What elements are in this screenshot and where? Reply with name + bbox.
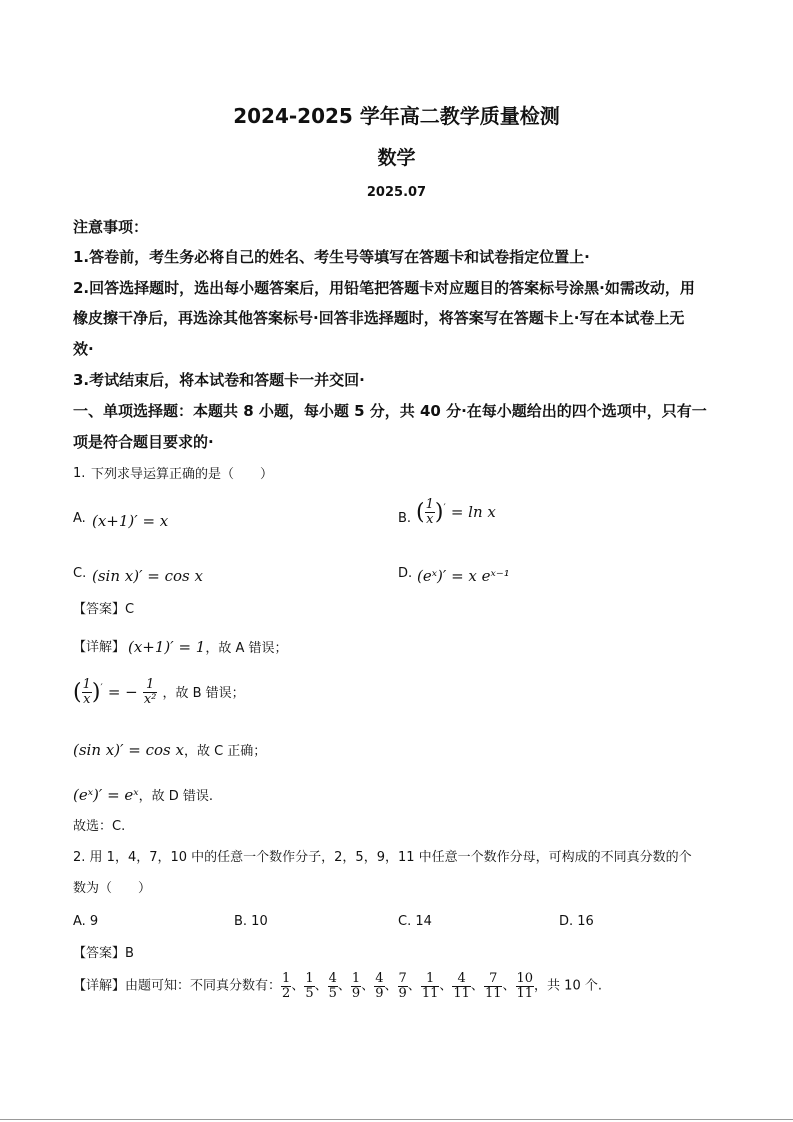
- q2-answer-label: 【答案】: [73, 946, 126, 961]
- q2-fraction: [304, 972, 314, 1001]
- page-bottom-rule: [0, 1119, 793, 1120]
- fraction-numerator: 4: [452, 972, 471, 987]
- fraction-numerator: 7: [484, 972, 503, 987]
- q1-detail-4-text: ，故 D 错误.: [138, 789, 214, 804]
- fraction-numerator: 7: [398, 971, 407, 986]
- q2-detail-text: 由题可知：不同真分数有：: [125, 978, 282, 994]
- q1-answer-label: 【答案】: [73, 602, 126, 617]
- q2-answer-value: B: [125, 946, 134, 961]
- exam-date: 2025.07: [366, 185, 427, 200]
- q1-detail-3-text: ，故 C 正确；: [183, 744, 267, 759]
- section1-line2: 项是符合题目要求的·: [73, 433, 214, 451]
- q1-option-b: ( $\frac{1}{x}$ )′ = ln x: [416, 497, 496, 527]
- fraction-numerator: 1: [351, 971, 361, 986]
- q2-answer: [73, 945, 134, 963]
- fraction-separator: 、: [361, 978, 375, 994]
- q1-option-b-label: B.: [398, 511, 412, 526]
- fraction-denominator: 11: [484, 986, 502, 1001]
- q1-detail-2: ( $\frac{1}{x}$ )′ = − $\frac{1}{\text{x²}}$ ，故 B 错误；: [73, 677, 245, 707]
- q2-fraction: [516, 972, 535, 1001]
- fraction-denominator: 9: [398, 986, 407, 1001]
- fraction-separator: 、: [439, 978, 453, 994]
- q2-fraction-list: [281, 971, 534, 1001]
- q1-option-a: (x+1)′ = x: [92, 512, 169, 530]
- q1-number: 1.: [73, 466, 86, 481]
- note-2-line3: 效·: [73, 340, 94, 358]
- q2-fraction: [374, 972, 384, 1001]
- q2-option-a: A. 9: [73, 914, 99, 929]
- fraction-numerator: 1: [305, 971, 314, 986]
- q1-option-d-label: D.: [398, 566, 413, 581]
- q1-choose: 故选：C.: [73, 819, 126, 834]
- fraction-numerator: 4: [328, 971, 337, 986]
- q2-option-c: C. 14: [398, 914, 432, 929]
- q1-answer-value: C: [125, 602, 135, 617]
- section1-line1: 一、单项选择题：本题共 8 小题，每小题 5 分，共 40 分·在每小题给出的四个选项中，只有一: [73, 402, 707, 420]
- q2-option-d: D. 16: [559, 914, 594, 929]
- notes-heading: 注意事项：: [73, 218, 149, 236]
- fraction-numerator: 4: [375, 971, 384, 986]
- q1-detail-1: [128, 637, 288, 658]
- fraction-separator: 、: [407, 978, 421, 994]
- fraction-separator: 、: [337, 978, 351, 994]
- fraction-denominator: 5: [328, 986, 337, 1001]
- q1-option-c-label: C.: [73, 566, 87, 581]
- q2-fraction: [484, 972, 503, 1001]
- fraction-numerator: 1: [282, 971, 291, 986]
- q2-stem-line1: 2. 用 1，4，7，10 中的任意一个数作分子，2，5，9，11 中任意一个数作分母，可构成的不同真分数的个: [73, 850, 692, 865]
- q1-option-d: (eˣ)′ = x eˣ⁻¹: [417, 567, 510, 585]
- q1-detail-label: 【详解】: [73, 640, 126, 655]
- fraction-separator: 、: [291, 978, 305, 994]
- q1-detail-3-math: (sin x)′ = cos x: [73, 741, 184, 759]
- q1-detail-2-rhs: = −: [107, 683, 138, 701]
- fraction-separator: 、: [502, 978, 516, 994]
- q2-detail-label: 【详解】: [73, 978, 126, 994]
- fraction-numerator: 1: [421, 972, 440, 987]
- q1-detail-2-text: ，故 B 错误；: [162, 686, 245, 701]
- fraction-denominator: 9: [375, 986, 384, 1001]
- fraction-separator: 、: [384, 978, 398, 994]
- fraction-denominator: 2: [282, 986, 291, 1001]
- q1-detail-1-text: ，故 A 错误；: [205, 641, 288, 656]
- q2-fraction: [351, 972, 361, 1001]
- q1-option-a-label: A.: [73, 511, 86, 526]
- fraction-denominator: 9: [351, 986, 361, 1001]
- fraction-numerator: 10: [516, 971, 534, 986]
- q1-answer: [73, 601, 134, 619]
- q2-fraction: [328, 972, 338, 1001]
- fraction-denominator: 5: [305, 986, 314, 1001]
- fraction-denominator: 11: [453, 986, 470, 1001]
- q1-detail-3: [73, 740, 266, 761]
- fraction-denominator: 11: [421, 986, 439, 1001]
- paper-title: 2024-2025 学年高二教学质量检测: [233, 104, 560, 128]
- q1-detail-1-math: (x+1)′ = 1: [128, 638, 206, 656]
- q1-option-c: (sin x)′ = cos x: [92, 567, 203, 585]
- note-3: 3.考试结束后，将本试卷和答题卡一并交回·: [73, 371, 365, 389]
- q1-detail-4: [73, 785, 213, 806]
- q2-detail-tail: ，共 10 个.: [534, 978, 602, 994]
- q2-option-b: B. 10: [234, 914, 268, 929]
- q1-stem: 下列求导运算正确的是（ ）: [91, 467, 274, 482]
- note-2-line1: 2.回答选择题时，选出每小题答案后，用铅笔把答题卡对应题目的答案标号涂黑·如需改动，用: [73, 279, 695, 297]
- note-1: 1.答卷前，考生务必将自己的姓名、考生号等填写在答题卡和试卷指定位置上·: [73, 248, 590, 266]
- q2-fraction: [398, 972, 408, 1001]
- subject-title: 数学: [377, 147, 416, 169]
- q2-fraction: [421, 972, 440, 1001]
- fraction-separator: 、: [314, 978, 328, 994]
- q1-detail-4-math: (eˣ)′ = eˣ: [73, 786, 139, 804]
- q2-stem-line2: 数为（ ）: [73, 881, 152, 896]
- q2-fraction: [452, 972, 471, 1001]
- q2-fraction: [281, 972, 291, 1001]
- note-2-line2: 橡皮擦干净后，再选涂其他答案标号·回答非选择题时，将答案写在答题卡上·写在本试卷上无: [73, 309, 685, 327]
- q1-option-b-rhs: = ln x: [450, 503, 496, 521]
- fraction-denominator: 11: [516, 986, 534, 1001]
- fraction-separator: 、: [470, 978, 484, 994]
- q2-detail: [73, 972, 602, 1001]
